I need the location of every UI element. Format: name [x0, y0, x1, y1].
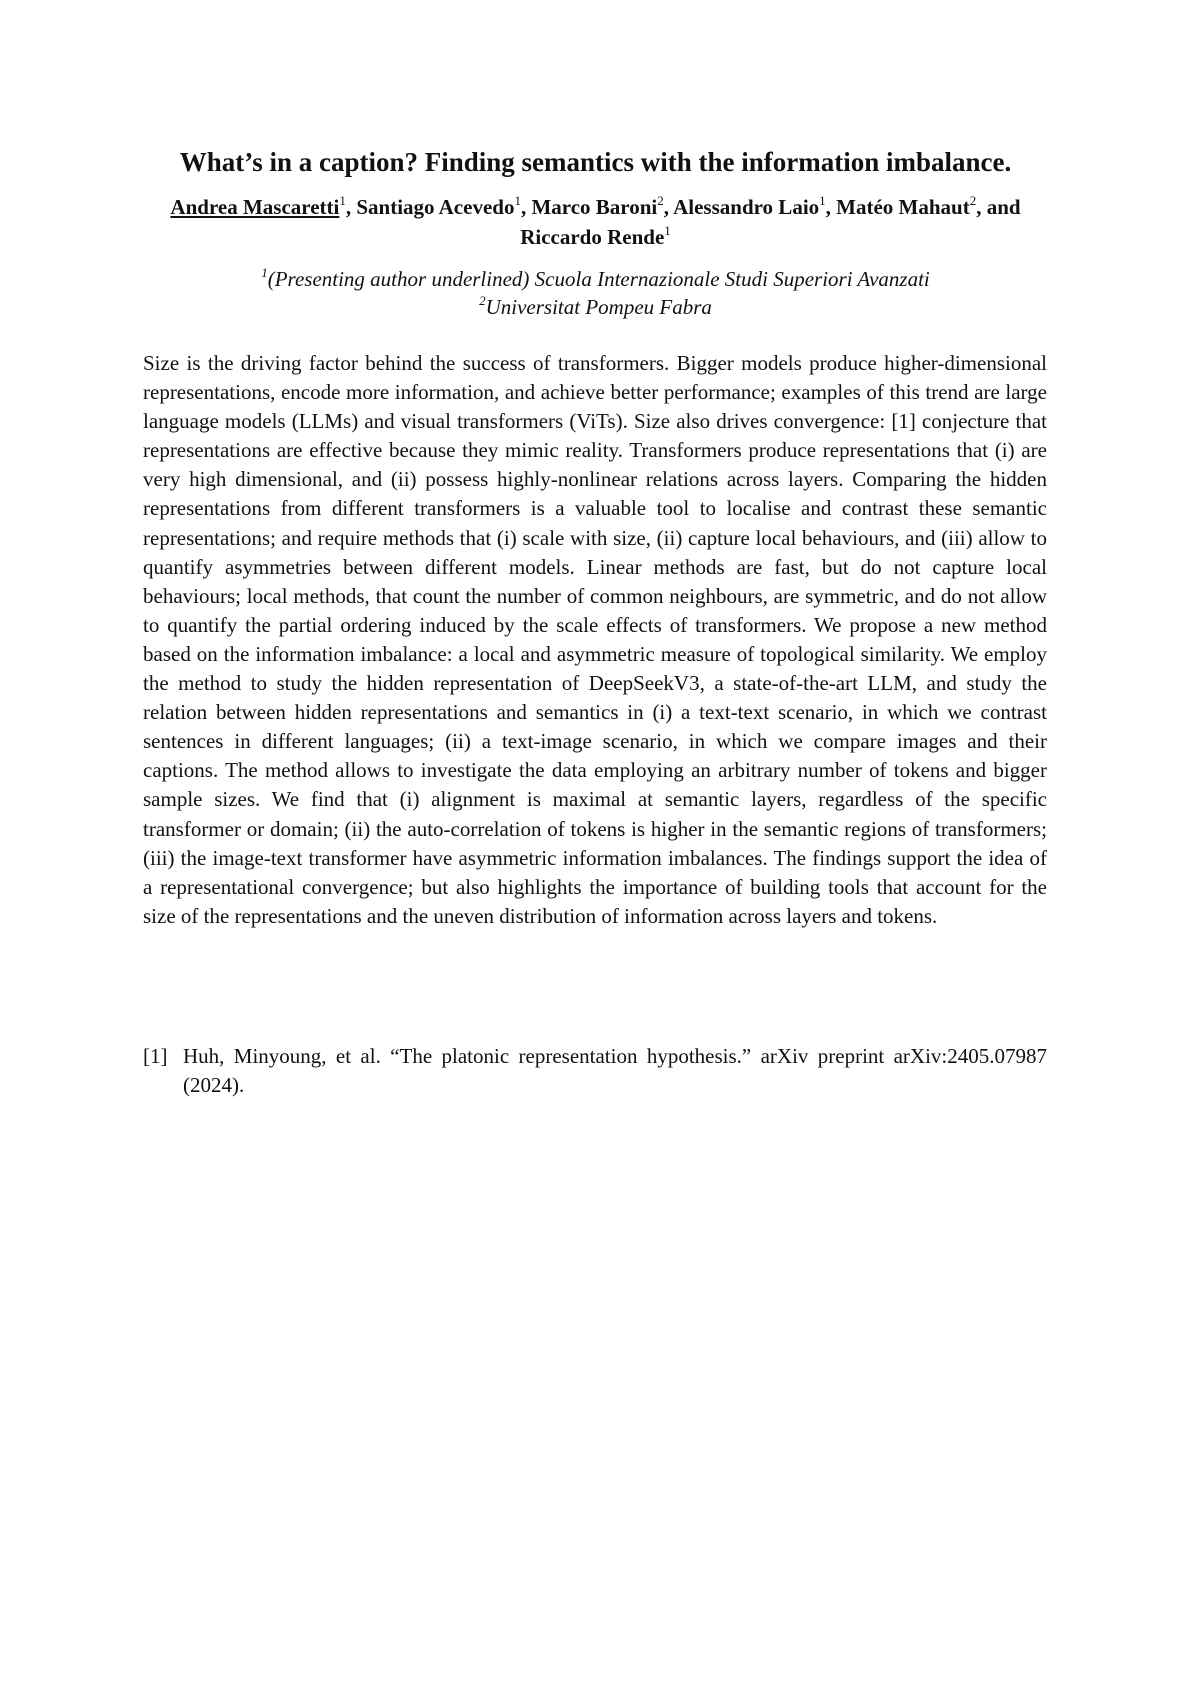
- affiliation-1: [0, 265, 1191, 293]
- author-affil-mark: 1: [514, 193, 521, 208]
- affiliation-2: [0, 293, 1191, 321]
- affiliation-text: Universitat Pompeu Fabra: [485, 295, 712, 319]
- affiliation-mark: 2: [479, 293, 486, 308]
- author-name: Santiago Acevedo: [356, 195, 515, 219]
- author-name: Matéo Mahaut: [836, 195, 970, 219]
- author-separator: , and: [976, 195, 1021, 219]
- author-affil-mark: 1: [819, 193, 826, 208]
- author-name: Marco Baroni: [531, 195, 658, 219]
- author-list: [140, 192, 1051, 252]
- author-separator: ,: [663, 195, 674, 219]
- author-name: Alessandro Laio: [673, 195, 820, 219]
- author-affil-mark: 1: [339, 193, 346, 208]
- reference-number: [1]: [143, 1044, 168, 1068]
- reference-list: [143, 1042, 1047, 1100]
- author-affil-mark: 1: [664, 223, 671, 238]
- reference-text: Huh, Minyoung, et al. “The platonic representation hypothesis.” arXiv preprint arXiv:2405.07987 (2024).: [183, 1044, 1047, 1097]
- affiliation-text: (Presenting author underlined) Scuola Internazionale Studi Superiori Avanzati: [267, 267, 930, 291]
- author-separator: ,: [825, 195, 837, 219]
- author-name: Andrea Mascaretti: [170, 195, 340, 219]
- paper-title: What’s in a caption? Finding semantics with the information imbalance.: [179, 147, 1012, 177]
- author-name: Riccardo Rende: [520, 225, 665, 249]
- author-affil-mark: 2: [969, 193, 977, 208]
- author-affil-mark: 2: [657, 193, 664, 208]
- author-separator: ,: [520, 195, 532, 219]
- abstract-body: Size is the driving factor behind the success of transformers. Bigger models produce higher-dimensional representations, encode more information, and achieve better performance; examples of this trend are large language models (LLMs) and visual transformers (ViTs). Size also drives convergence: [1] conjecture that representations are effective because they mimic reality. Transformers produce representations that (i) are very high dimensional, and (ii) possess highly-nonlinear relations across layers. Comparing the hidden representations from different transformers is a valuable tool to localise and contrast these semantic representations; and require methods that (i) scale with size, (ii) capture local behaviours, and (iii) allow to quantify asymmetries between different models. Linear methods are fast, but do not capture local behaviours; local methods, that count the number of common neighbours, are symmetric, and do not allow to quantify the partial ordering induced by the scale effects of transformers. We propose a new method based on the information imbalance: a local and asymmetric measure of topological similarity. We employ the method to study the hidden representation of DeepSeekV3, a state-of-the-art LLM, and study the relation between hidden representations and semantics in (i) a text-text scenario, in which we contrast sentences in different languages; (ii) a text-image scenario, in which we compare images and their captions. The method allows to investigate the data employing an arbitrary number of tokens and bigger sample sizes. We find that (i) alignment is maximal at semantic layers, regardless of the specific transformer or domain; (ii) the auto-correlation of tokens is higher in the semantic regions of transformers; (iii) the image-text transformer have asymmetric information imbalances. The findings support the idea of a representational convergence; but also highlights the importance of building tools that account for the size of the representations and the uneven distribution of information across layers and tokens.: [143, 351, 1047, 928]
- affiliation-mark: 1: [261, 265, 268, 280]
- reference-item: [143, 1042, 1047, 1100]
- author-separator: ,: [345, 195, 357, 219]
